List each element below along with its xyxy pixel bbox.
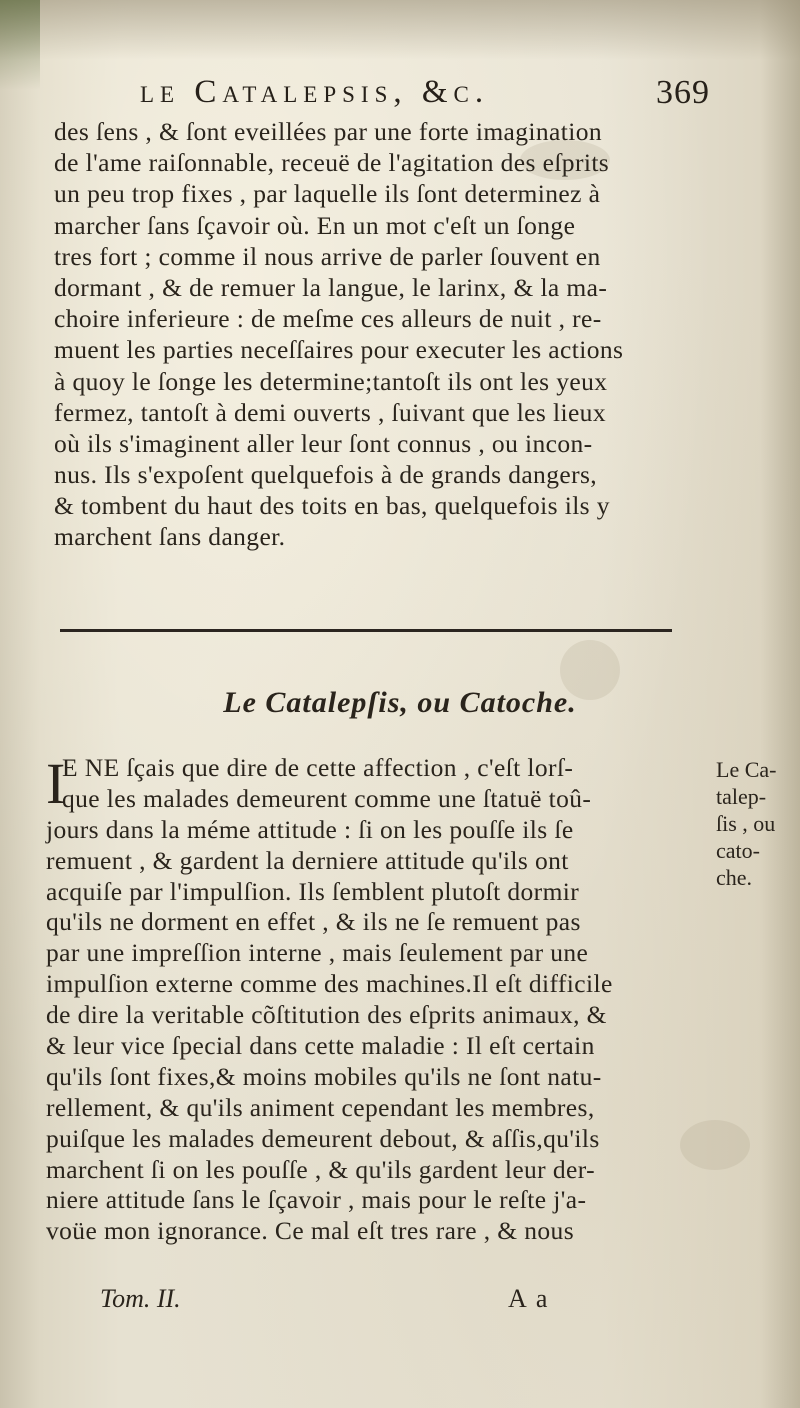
text-line: à quoy le ſonge les determine;tantoſt ils ont les yeux xyxy=(54,366,608,396)
volume-label: Tom. II. xyxy=(100,1284,181,1313)
text-line: marchent ſans danger. xyxy=(54,522,286,552)
text-line: par une impreſſion interne , mais ſeulement par une xyxy=(46,938,589,968)
text-line: où ils s'imaginent aller leur ſont connus , ou incon- xyxy=(54,428,593,458)
text-line: E NE ſçais que dire de cette affection , c'eſt lorſ- xyxy=(62,753,574,782)
section-divider xyxy=(60,629,672,632)
page-footer xyxy=(100,1284,580,1320)
text-line: que les malades demeurent comme une ſtatuë toû- xyxy=(62,783,592,813)
text-line: voüe mon ignorance. Ce mal eſt tres rare , & nous xyxy=(46,1216,575,1246)
text-line: nus. Ils s'expoſent quelquefois à de grands dangers, xyxy=(54,460,598,490)
text-line: de l'ame raiſonnable, receuë de l'agitation des eſprits xyxy=(54,148,610,178)
text-line: remuent , & gardent la derniere attitude qu'ils ont xyxy=(46,845,569,875)
text-line: impulſion externe comme des machines.Il eſt difficile xyxy=(46,969,613,999)
text-line: acquiſe par l'impulſion. Ils ſemblent plutoſt dormir xyxy=(46,876,580,906)
margin-note-line: talep- xyxy=(716,784,767,809)
text-line: qu'ils ſont fixes,& moins mobiles qu'ils ne ſont natu- xyxy=(46,1061,602,1091)
margin-note xyxy=(716,756,796,891)
text-line: tres fort ; comme il nous arrive de parler ſouvent en xyxy=(54,241,601,271)
text-line: & tombent du haut des toits en bas, quelquefois ils y xyxy=(54,491,610,521)
page-number: 369 xyxy=(656,74,710,111)
margin-note-line: cato- xyxy=(716,838,760,863)
text-line: choire inferieure : de meſme ces alleurs de nuit , re- xyxy=(54,304,602,334)
text-line: niere attitude ſans le ſçavoir , mais pour le reſte j'a- xyxy=(46,1185,587,1215)
top-paragraph xyxy=(54,116,694,553)
text-line: rellement, & qu'ils animent cependant les membres, xyxy=(46,1092,595,1122)
text-line: un peu trop fixes , par laquelle ils ſont determinez à xyxy=(54,179,601,209)
margin-note-line: Le Ca- xyxy=(716,757,777,782)
signature-mark: A a xyxy=(508,1284,550,1313)
margin-note-line: che. xyxy=(716,865,753,890)
text-line: marchent ſi on les pouſſe , & qu'ils gardent leur der- xyxy=(46,1154,595,1184)
text-line: muent les parties neceſſaires pour executer les actions xyxy=(54,335,624,365)
paper-stain xyxy=(680,1120,750,1170)
text-line: jours dans la méme attitude : ſi on les pouſſe ils ſe xyxy=(46,814,574,844)
page-stain xyxy=(0,0,40,90)
section-title: Le Catalepſis, ou Catoche. xyxy=(223,686,577,719)
text-line: puiſque les malades demeurent debout, & aſſis,qu'ils xyxy=(46,1123,600,1153)
text-line: fermez, tantoſt à demi ouverts , ſuivant que les lieux xyxy=(54,397,606,427)
text-line: & leur vice ſpecial dans cette maladie : Il eſt certain xyxy=(46,1031,595,1061)
text-line: marcher ſans ſçavoir où. En un mot c'eſt un ſonge xyxy=(54,210,576,240)
drop-cap: I xyxy=(46,751,66,816)
text-line: des ſens , & ſont eveillées par une forte imagination xyxy=(54,117,603,146)
text-line: qu'ils ne dorment en effet , & ils ne ſe remuent pas xyxy=(46,907,581,937)
running-title: le Catalepsis, &c. xyxy=(140,74,490,110)
bottom-paragraph xyxy=(46,753,686,1247)
text-line: de dire la veritable cõſtitution des eſprits animaux, & xyxy=(46,1000,607,1030)
margin-note-line: ſis , ou xyxy=(716,811,776,836)
page-shadow xyxy=(0,0,800,60)
text-line: dormant , & de remuer la langue, le larinx, & la ma- xyxy=(54,272,608,302)
